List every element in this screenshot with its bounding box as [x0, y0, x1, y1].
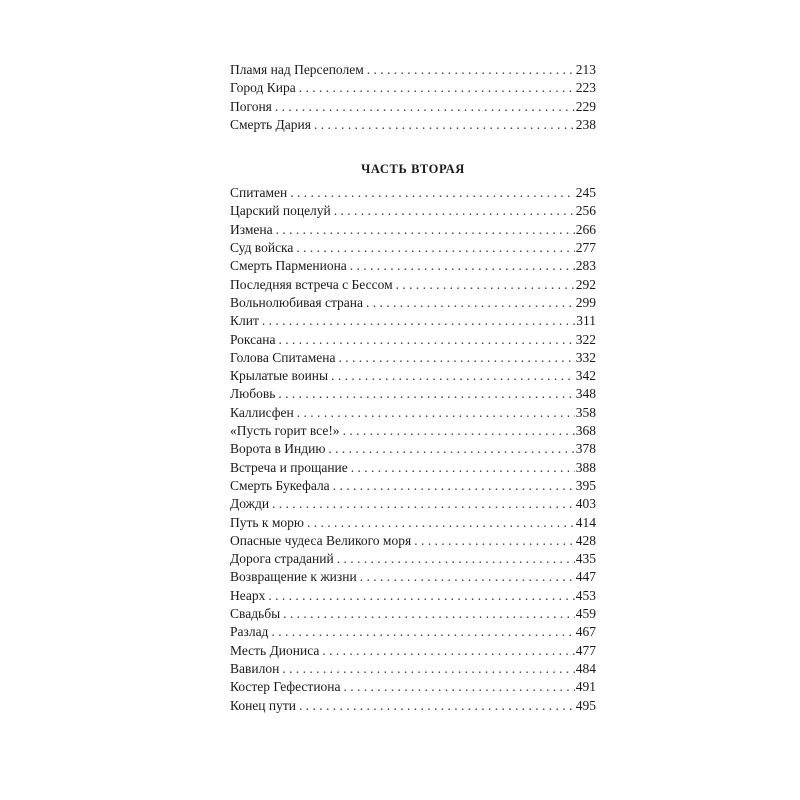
- toc-entry-title: Каллисфен: [230, 404, 294, 420]
- toc-entry-title: Разлад: [230, 624, 269, 640]
- table-of-contents-page: [230, 61, 596, 715]
- toc-entry-title: Дожди: [230, 496, 270, 512]
- dot-leader: [414, 532, 575, 550]
- dot-leader: [351, 459, 575, 477]
- toc-entry-page: 395: [575, 477, 596, 493]
- toc-entry: [230, 660, 596, 678]
- toc-entry-page: 484: [575, 660, 596, 676]
- toc-entry-title: Встреча и прощание: [230, 459, 348, 475]
- toc-entry: [230, 349, 596, 367]
- toc-entry: [230, 202, 596, 220]
- dot-leader: [322, 642, 574, 660]
- toc-entry-page: 342: [575, 368, 596, 384]
- toc-entry-title: Погоня: [230, 98, 272, 114]
- toc-entry-page: 299: [575, 294, 596, 310]
- toc-entry: [230, 294, 596, 312]
- toc-entry-page: 447: [575, 569, 596, 585]
- toc-entry: [230, 404, 596, 422]
- dot-leader: [314, 116, 575, 134]
- toc-entry-page: 256: [575, 203, 596, 219]
- dot-leader: [367, 61, 575, 79]
- dot-leader: [344, 678, 575, 696]
- toc-entry-page: 322: [575, 331, 596, 347]
- toc-entry-page: 477: [575, 642, 596, 658]
- toc-entry-title: Пламя над Персеполем: [230, 62, 364, 77]
- toc-entry-page: 358: [575, 404, 596, 420]
- toc-entry-page: 229: [575, 98, 596, 114]
- dot-leader: [331, 367, 575, 385]
- toc-entry-page: 238: [575, 116, 596, 132]
- toc-entry-page: 491: [575, 679, 596, 695]
- toc-part-two: [230, 184, 596, 715]
- dot-leader: [366, 294, 575, 312]
- toc-entry: [230, 587, 596, 605]
- toc-entry: [230, 312, 596, 330]
- toc-entry: [230, 514, 596, 532]
- toc-entry-title: Свадьбы: [230, 606, 281, 622]
- toc-entry-page: 266: [575, 221, 596, 237]
- toc-entry-page: 435: [575, 551, 596, 567]
- toc-entry-page: 277: [575, 240, 596, 256]
- toc-entry: [230, 623, 596, 641]
- toc-entry-page: 311: [576, 313, 596, 329]
- toc-entry-page: 453: [575, 587, 596, 603]
- toc-entry-page: 388: [575, 459, 596, 475]
- toc-entry: [230, 422, 596, 440]
- toc-entry: [230, 440, 596, 458]
- toc-entry-title: Вольнолюбивая страна: [230, 294, 363, 310]
- toc-entry: [230, 568, 596, 586]
- toc-entry: [230, 532, 596, 550]
- dot-leader: [299, 697, 575, 715]
- toc-entry-page: 348: [575, 386, 596, 402]
- toc-entry: [230, 678, 596, 696]
- toc-entry-title: Смерть Букефала: [230, 477, 330, 493]
- toc-entry: [230, 642, 596, 660]
- toc-entry-title: Измена: [230, 221, 273, 237]
- toc-entry-page: 368: [575, 423, 596, 439]
- toc-entry-title: Суд войска: [230, 240, 294, 256]
- dot-leader: [276, 221, 575, 239]
- toc-entry: [230, 79, 596, 97]
- toc-entry-title: «Пусть горит все!»: [230, 423, 340, 439]
- toc-entry-page: 378: [575, 441, 596, 457]
- dot-leader: [343, 422, 575, 440]
- toc-entry-title: Царский поцелуй: [230, 203, 331, 219]
- toc-entry-page: 467: [575, 624, 596, 640]
- dot-leader: [268, 587, 574, 605]
- toc-entry-page: 245: [575, 185, 596, 201]
- toc-entry-page: 459: [575, 606, 596, 622]
- toc-entry-title: Ворота в Индию: [230, 441, 326, 457]
- toc-entry: [230, 605, 596, 623]
- toc-entry: [230, 495, 596, 513]
- toc-entry-page: 414: [575, 514, 596, 530]
- toc-entry-title: Конец пути: [230, 697, 296, 713]
- toc-entry-title: Роксана: [230, 331, 276, 347]
- toc-entry-title: Месть Диониса: [230, 642, 320, 658]
- toc-entry-page: 292: [575, 276, 596, 292]
- toc-entry-title: Спитамен: [230, 185, 288, 201]
- toc-entry: [230, 385, 596, 403]
- toc-entry-page: 213: [575, 62, 596, 77]
- toc-entry: [230, 459, 596, 477]
- dot-leader: [299, 79, 575, 97]
- toc-entry: [230, 98, 596, 116]
- dot-leader: [271, 623, 574, 641]
- toc-entry-title: Клит: [230, 313, 259, 329]
- toc-entry-page: 223: [575, 80, 596, 96]
- toc-entry-title: Крылатые воины: [230, 368, 329, 384]
- dot-leader: [396, 276, 575, 294]
- toc-entry-title: Голова Спитамена: [230, 349, 336, 365]
- toc-entry: [230, 550, 596, 568]
- toc-entry-page: 495: [575, 697, 596, 713]
- dot-leader: [337, 550, 575, 568]
- toc-entry: [230, 697, 596, 715]
- dot-leader: [297, 404, 575, 422]
- dot-leader: [275, 98, 575, 116]
- toc-entry: [230, 221, 596, 239]
- dot-leader: [279, 331, 575, 349]
- toc-entry: [230, 331, 596, 349]
- dot-leader: [334, 202, 575, 220]
- toc-entry: [230, 367, 596, 385]
- toc-entry: [230, 116, 596, 134]
- toc-entry-page: 283: [575, 258, 596, 274]
- toc-entry-title: Город Кира: [230, 80, 296, 96]
- dot-leader: [350, 257, 575, 275]
- dot-leader: [262, 312, 575, 330]
- toc-entry: [230, 276, 596, 294]
- dot-leader: [296, 239, 574, 257]
- toc-entry: [230, 257, 596, 275]
- toc-entry-title: Костер Гефестиона: [230, 679, 341, 695]
- toc-entry: [230, 61, 596, 79]
- toc-entry-title: Возвращение к жизни: [230, 569, 357, 585]
- toc-entry-page: 403: [575, 496, 596, 512]
- toc-entry-title: Смерть Дария: [230, 116, 311, 132]
- dot-leader: [290, 184, 574, 202]
- toc-entry-title: Смерть Пармениона: [230, 258, 347, 274]
- dot-leader: [360, 568, 575, 586]
- dot-leader: [307, 514, 575, 532]
- toc-entry-page: 332: [575, 349, 596, 365]
- toc-entry-title: Неарх: [230, 587, 266, 603]
- toc-entry-title: Последняя встреча с Бессом: [230, 276, 393, 292]
- toc-entry: [230, 184, 596, 202]
- toc-entry-title: Путь к морю: [230, 514, 304, 530]
- toc-entry-title: Вавилон: [230, 660, 280, 676]
- toc-entry-title: Дорога страданий: [230, 551, 334, 567]
- dot-leader: [333, 477, 575, 495]
- dot-leader: [328, 440, 574, 458]
- toc-entry-title: Любовь: [230, 386, 276, 402]
- toc-part-one-tail: [230, 61, 596, 134]
- dot-leader: [283, 605, 575, 623]
- dot-leader: [339, 349, 575, 367]
- part-two-heading: ЧАСТЬ ВТОРАЯ: [361, 162, 465, 177]
- dot-leader: [282, 660, 574, 678]
- toc-entry-title: Опасные чудеса Великого моря: [230, 532, 412, 548]
- dot-leader: [278, 385, 574, 403]
- toc-entry: [230, 239, 596, 257]
- dot-leader: [272, 495, 575, 513]
- toc-entry: [230, 477, 596, 495]
- toc-entry-page: 428: [575, 532, 596, 548]
